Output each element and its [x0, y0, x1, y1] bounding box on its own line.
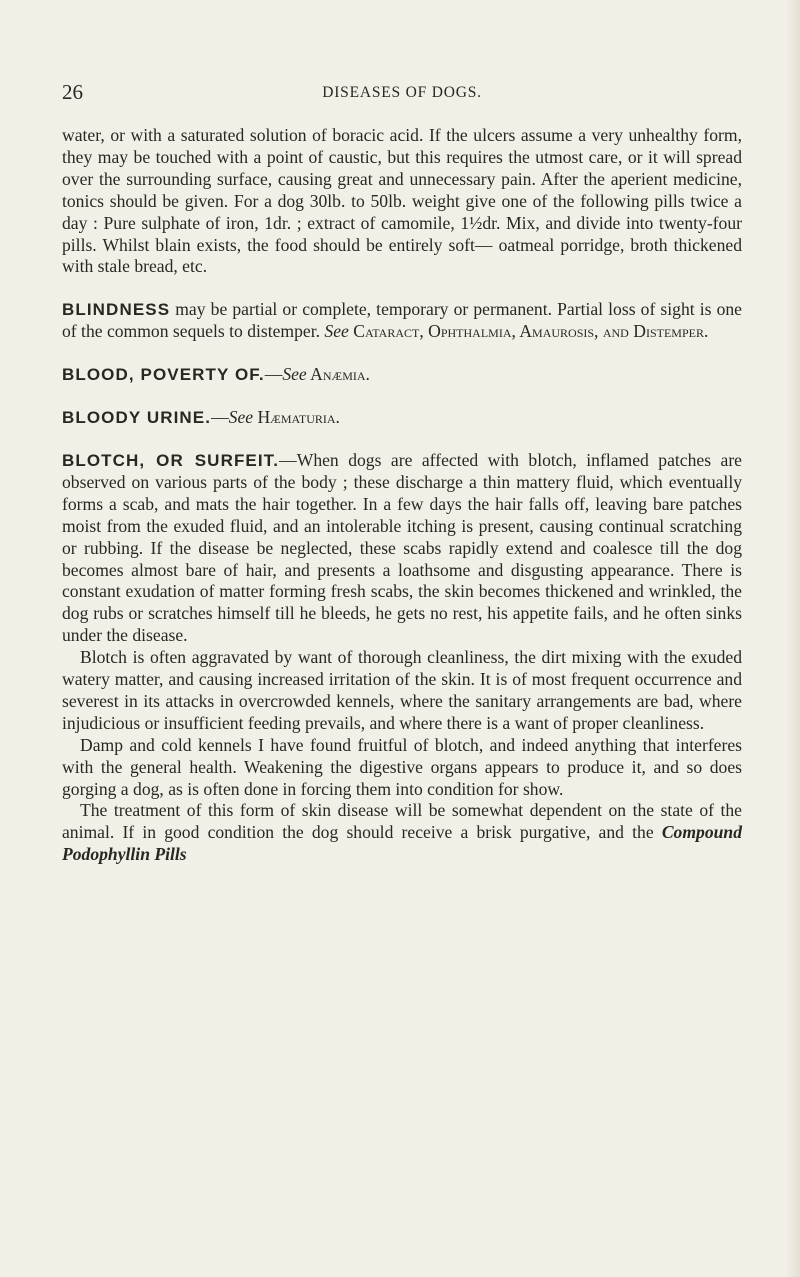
paragraph-gap [62, 429, 742, 450]
continuation-paragraph [62, 125, 742, 278]
entry-title-blotch: BLOTCH, OR SURFEIT. [62, 450, 280, 470]
blotch-paragraph-3 [62, 735, 742, 801]
body-text [62, 125, 742, 866]
blotch-paragraph-2-text: Blotch is often aggravated by want of thorough cleanliness, the dirt mixing with the exuded watery matter, and causing increased irritation of the skin. It is of most frequent occurrence and severest in its attacks in overcrowded kennels, where the sanitary arrangements are bad, where injudicious or insufficient feeding prevails, and where there is a want of proper cleanliness. [62, 647, 742, 733]
blotch-paragraph-2 [62, 647, 742, 735]
see-reference-label: See [282, 364, 307, 385]
entry-text-blindness: may be partial or complete, temporary or permanent. Partial loss of sight is one of the common sequels to distemper. [62, 299, 742, 342]
blotch-paragraph-4-text: The treatment of this form of skin disease will be somewhat dependent on the state of the animal. If in good condition the dog should receive a brisk purgative, and the [62, 800, 742, 843]
paragraph-gap [62, 343, 742, 364]
blotch-paragraph-1: —When dogs are affected with blotch, inflamed patches are observed on various parts of the body ; these discharge a thin mattery fluid, which eventually forms a scab, and mats the hair together. In a few days the hair falls off, leaving bare patches moist from the exuded fluid, and an intolerable itching is present, causing continual scratching or rubbing. If the disease be neglected, these scabs rapidly extend and coalesce till the dog becomes almost bare of hair, and presents a loathsome and disgusting appearance. There is constant exudation of matter forming fresh scabs, the skin becomes thickened and wrinkled, the dog rubs or scratches himself till he bleeds, he gets no rest, his appetite fails, and he often sinks under the disease. [62, 449, 742, 646]
paragraph-gap [62, 278, 742, 299]
continuation-text: water, or with a saturated solution of boracic acid. If the ulcers assume a very unhealthy form, they may be touched with a point of caustic, but this requires the utmost care, or it will spread over the surrounding surface, causing great and unnecessary pain. After the aperient medicine, tonics should be given. For a dog 30lb. to 50lb. weight give one of the following pills twice a day : Pure sulphate of iron, 1dr. ; extract of camomile, 1½dr. Mix, and divide into twenty-four pills. Whilst blain exists, the food should be entirely soft— oatmeal porridge, broth thickened with stale bread, etc. [62, 125, 742, 277]
paragraph-gap [62, 386, 742, 407]
page-header [62, 80, 742, 104]
entry-dash: — [264, 364, 283, 385]
entry-blotch [62, 450, 742, 647]
entry-bloody-urine [62, 407, 742, 429]
see-reference-label: See [324, 321, 349, 342]
see-reference-label: See [228, 407, 254, 428]
blotch-paragraph-3-text: Damp and cold kennels I have found fruitful of blotch, and indeed anything that interferes with the general health. Weakening the digestive organs appears to produce it, and so does gorging a dog, as is often done in forcing them into condition for show. [62, 734, 742, 799]
entry-dash: — [211, 407, 229, 428]
running-head: DISEASES OF DOGS. [322, 84, 482, 101]
entry-title-bloody-urine: BLOODY URINE. [62, 408, 212, 428]
cross-reference-haematuria: Hæmaturia. [253, 407, 340, 428]
entry-title-blood-poverty: BLOOD, POVERTY OF. [62, 365, 265, 385]
page-edge [786, 0, 800, 1277]
entry-title-blindness: BLINDNESS [62, 300, 171, 320]
compound-podophyllin-pills: Compound Podophyllin Pills [62, 822, 742, 865]
cross-reference-anaemia: Anæmia. [306, 364, 370, 385]
cross-references-blindness: Cataract, Ophthalmia, Amaurosis, and Distemper. [348, 321, 709, 342]
entry-blindness [62, 299, 742, 343]
entry-blood-poverty [62, 364, 742, 386]
blotch-paragraph-4 [62, 800, 742, 866]
page-number: 26 [62, 80, 83, 104]
